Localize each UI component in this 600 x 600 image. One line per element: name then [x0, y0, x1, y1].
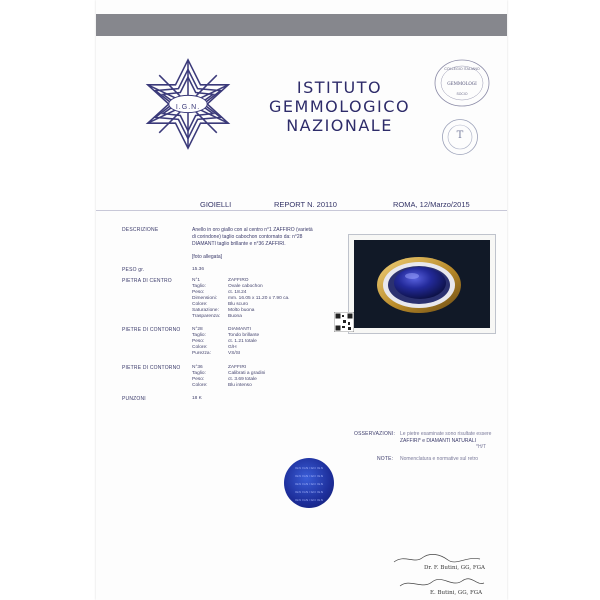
seal-top-text: COLLEGIO ITALIANO: [444, 67, 480, 71]
hologram-text: IGN IGN IGN IGN: [294, 474, 324, 478]
ring-photo: [348, 234, 496, 334]
punzoni-label: PUNZONI: [122, 396, 146, 402]
pietra-centro-stone: ZAFFIRO: [228, 278, 249, 283]
pietra-centro-value: ct. 18.24: [228, 290, 247, 295]
qr-code: [334, 312, 354, 332]
pietre-contorno-2-stone: ZAFFIRI: [228, 365, 247, 370]
descrizione-line-2: di corindone) taglio cabochon contornato da: n°28: [192, 234, 303, 240]
seal-bottom-text: SOCIO: [456, 92, 468, 96]
pietre-contorno-2-key: Peso:: [192, 377, 205, 382]
signer-1-name: Dr. F. Butini, GG, FGA: [424, 565, 486, 571]
note-label: NOTE:: [377, 456, 394, 462]
pietra-centro-key: Saturazione:: [192, 308, 219, 313]
institute-name: [269, 78, 410, 135]
pietre-contorno-1-value: Tondo brillante: [228, 333, 260, 338]
pietre-contorno-1-key: Purezza:: [192, 351, 211, 356]
pietra-centro-label: PIETRA DI CENTRO: [122, 278, 172, 284]
osservazioni-label: OSSERVAZIONI:: [354, 431, 396, 437]
logo-initials: I.G.N.: [175, 104, 201, 111]
pietra-centro-key: Taglio:: [192, 284, 206, 289]
ring-illustration: [376, 252, 462, 314]
pietre-contorno-1-key: Colore:: [192, 345, 208, 350]
pietre-contorno-1-value: ct. 1.21 totale: [228, 339, 257, 344]
report-place-date: ROMA, 12/Marzo/2015: [393, 200, 470, 209]
hologram-seal: [284, 458, 334, 508]
pietra-centro-value: Molto buona: [228, 308, 255, 313]
pietre-contorno-1-label: PIETRE DI CONTORNO: [122, 327, 181, 333]
pietre-contorno-1-stone: DIAMANTI: [228, 327, 251, 332]
pietre-contorno-2-label: PIETRE DI CONTORNO: [122, 365, 181, 371]
pietre-contorno-2-key: Taglio:: [192, 371, 206, 376]
descrizione-line-3: DIAMANTI taglio brillante e n°36 ZAFFIRI.: [192, 241, 286, 247]
pietre-contorno-2-value: Calibrati a gradini: [228, 371, 266, 376]
pietre-contorno-2-value: Blu intenso: [228, 383, 252, 388]
note-text: Nomenclatura e normative sul retro: [400, 456, 479, 462]
osservazioni-line-3: *H/T: [476, 444, 486, 450]
descrizione-label: DESCRIZIONE: [122, 227, 159, 233]
descrizione-line-1: Anello in oro giallo con al centro n°1 ZAFFIRO (varietà: [192, 227, 313, 233]
osservazioni-line-2: ZAFFIRI* e DIAMANTI NATURALI: [400, 438, 477, 444]
header-divider: [96, 210, 507, 211]
pietra-centro-value: Blu scuro: [228, 302, 248, 307]
pietra-centro-key: Colore:: [192, 302, 208, 307]
report-category: GIOIELLI: [200, 200, 232, 209]
institute-name-line-1: ISTITUTO: [296, 78, 383, 97]
pietre-contorno-2-qty: N°36: [192, 365, 203, 370]
certificate-page: [96, 0, 507, 600]
institute-name-line-2: GEMMOLOGICO: [269, 97, 411, 116]
stamp-letter: T: [456, 130, 464, 141]
seal-mid-text: GEMMOLOGI: [447, 81, 477, 86]
institute-name-line-3: NAZIONALE: [286, 116, 393, 135]
hologram-text: IGN IGN IGN IGN: [294, 498, 324, 502]
foto-note: [foto allegata]: [192, 254, 223, 260]
pietra-centro-key: Dimensioni:: [192, 296, 218, 301]
pietra-centro-value: mm. 16.05 x 11.20 x 7.90 ca.: [228, 296, 290, 301]
pietre-contorno-1-key: Taglio:: [192, 333, 206, 338]
hologram-text: IGN IGN IGN IGN: [294, 466, 324, 470]
peso-label: PESO gr.: [122, 267, 145, 273]
signature-1: [392, 550, 482, 566]
punzoni-value: 18 K: [192, 396, 202, 401]
pietra-centro-key: Trasparenza:: [192, 314, 221, 319]
pietra-centro-value: Buona: [228, 314, 242, 319]
pietre-contorno-1-qty: N°28: [192, 327, 203, 332]
pietre-contorno-1-value: G/H: [228, 345, 237, 350]
hologram-text: IGN IGN IGN IGN: [294, 490, 324, 494]
pietre-contorno-1-value: VS/SI: [228, 351, 241, 356]
pietre-contorno-2-key: Colore:: [192, 383, 208, 388]
pietra-centro-qty: N°1: [192, 278, 201, 283]
header-bar: [96, 14, 507, 36]
pietra-centro-key: Peso:: [192, 290, 205, 295]
pietre-contorno-2-value: ct. 3.69 totale: [228, 377, 257, 382]
report-number: REPORT N. 20110: [274, 200, 337, 209]
pietre-contorno-1-key: Peso:: [192, 339, 205, 344]
osservazioni-line-1: Le pietre esaminate sono risultate essere: [400, 431, 492, 437]
hologram-text: IGN IGN IGN IGN: [294, 482, 324, 486]
signer-2-name: E. Butini, GG, FGA: [430, 590, 483, 596]
ring-photo-image: [354, 240, 490, 328]
pietra-centro-value: Ovale cabochon: [228, 284, 263, 289]
peso-value: 15.36: [192, 267, 205, 272]
